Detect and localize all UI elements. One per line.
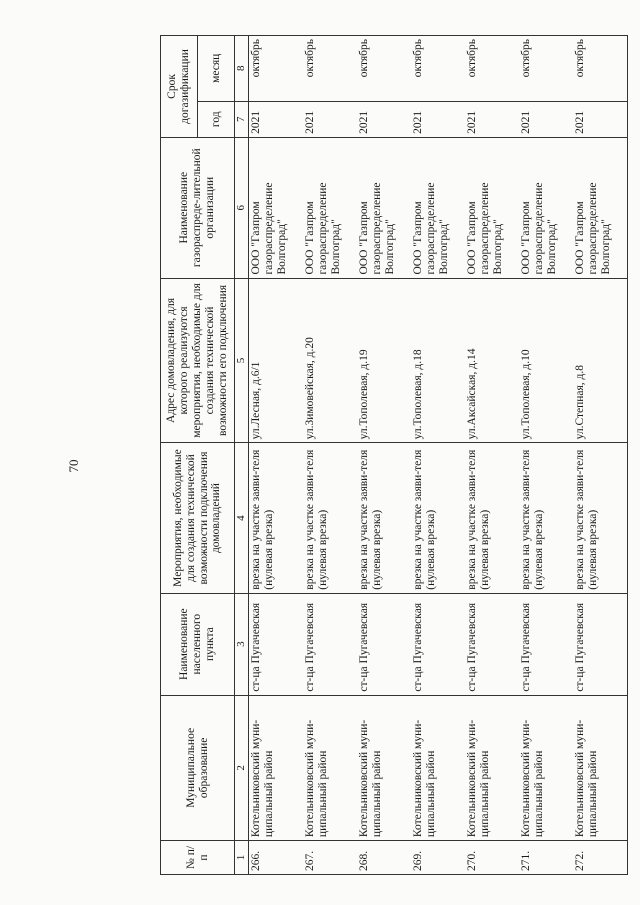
row-municipality: Котельниковский муни-ципальный район [465,695,519,840]
row-num: 266. [249,841,304,875]
header-num: № п/п [161,841,235,875]
row-municipality: Котельниковский муни-ципальный район [573,695,628,840]
header-municipality: Муниципальное образование [161,695,235,840]
table-row [303,36,357,875]
column-number: 5 [235,278,249,443]
row-address: ул.Тополевая, д.19 [357,278,411,443]
row-address: ул.Степная, д.8 [573,278,628,443]
row-organization: ООО "Газпром газораспределение Волгоград" [465,137,519,278]
row-organization: ООО "Газпром газораспределение Волгоград" [249,137,304,278]
row-organization: ООО "Газпром газораспределение Волгоград" [519,137,573,278]
row-municipality: Котельниковский муни-ципальный район [249,695,304,840]
header-month: месяц [198,36,235,102]
row-measures: врезка на участке заяви-теля (нулевая врезка) [519,443,573,593]
row-settlement: ст-ца Пугачевская [465,593,519,695]
row-year: 2021 [573,101,628,137]
column-number: 6 [235,137,249,278]
row-settlement: ст-ца Пугачевская [573,593,628,695]
column-number: 2 [235,695,249,840]
table-row [465,36,519,875]
column-number: 4 [235,443,249,593]
row-settlement: ст-ца Пугачевская [249,593,304,695]
row-measures: врезка на участке заяви-теля (нулевая врезка) [573,443,628,593]
page-number: 70 [66,459,81,473]
table-row [519,36,573,875]
row-settlement: ст-ца Пугачевская [519,593,573,695]
row-num: 271. [519,841,573,875]
rotated-table-container [160,35,620,875]
row-year: 2021 [411,101,465,137]
row-num: 267. [303,841,357,875]
row-municipality: Котельниковский муни-ципальный район [357,695,411,840]
column-number: 8 [235,36,249,102]
row-address: ул.Тополевая, д.10 [519,278,573,443]
row-year: 2021 [465,101,519,137]
row-month: октябрь [411,36,465,102]
row-settlement: ст-ца Пугачевская [357,593,411,695]
header-term: Срок догазификации [161,36,198,138]
row-year: 2021 [519,101,573,137]
row-num: 272. [573,841,628,875]
row-year: 2021 [303,101,357,137]
row-settlement: ст-ца Пугачевская [411,593,465,695]
row-measures: врезка на участке заяви-теля (нулевая врезка) [357,443,411,593]
column-number: 7 [235,101,249,137]
table-row [249,36,304,875]
row-municipality: Котельниковский муни-ципальный район [411,695,465,840]
row-settlement: ст-ца Пугачевская [303,593,357,695]
row-num: 268. [357,841,411,875]
row-num: 270. [465,841,519,875]
row-year: 2021 [357,101,411,137]
header-measures: Мероприятия, необходимые для создания технической возможности подключения домовладений [161,443,235,593]
row-organization: ООО "Газпром газораспределение Волгоград" [357,137,411,278]
row-address: ул.Зимовейская, д.20 [303,278,357,443]
gasification-table [160,35,628,875]
row-municipality: Котельниковский муни-ципальный район [303,695,357,840]
row-address: ул.Аксайская, д.14 [465,278,519,443]
row-organization: ООО "Газпром газораспределение Волгоград" [573,137,628,278]
table-row [357,36,411,875]
row-organization: ООО "Газпром газораспределение Волгоград" [411,137,465,278]
row-measures: врезка на участке заяви-теля (нулевая врезка) [249,443,304,593]
header-organization: Наименование газораспреде-лительной организации [161,137,235,278]
header-address: Адрес домовладения, для которого реализуются мероприятия, необходимые для создания технической возможности его подключения [161,278,235,443]
row-month: октябрь [249,36,304,102]
column-number: 3 [235,593,249,695]
row-organization: ООО "Газпром газораспределение Волгоград" [303,137,357,278]
row-address: ул.Лесная, д.6/1 [249,278,304,443]
row-measures: врезка на участке заяви-теля (нулевая врезка) [303,443,357,593]
column-number: 1 [235,841,249,875]
row-address: ул.Тополевая, д.18 [411,278,465,443]
header-settlement: Наименование населенного пункта [161,593,235,695]
row-num: 269. [411,841,465,875]
row-municipality: Котельниковский муни-ципальный район [519,695,573,840]
header-year: год [198,101,235,137]
row-month: октябрь [303,36,357,102]
row-month: октябрь [573,36,628,102]
row-month: октябрь [519,36,573,102]
row-measures: врезка на участке заяви-теля (нулевая врезка) [411,443,465,593]
row-month: октябрь [465,36,519,102]
table-row [573,36,628,875]
table-row [411,36,465,875]
row-month: октябрь [357,36,411,102]
row-year: 2021 [249,101,304,137]
row-measures: врезка на участке заяви-теля (нулевая врезка) [465,443,519,593]
